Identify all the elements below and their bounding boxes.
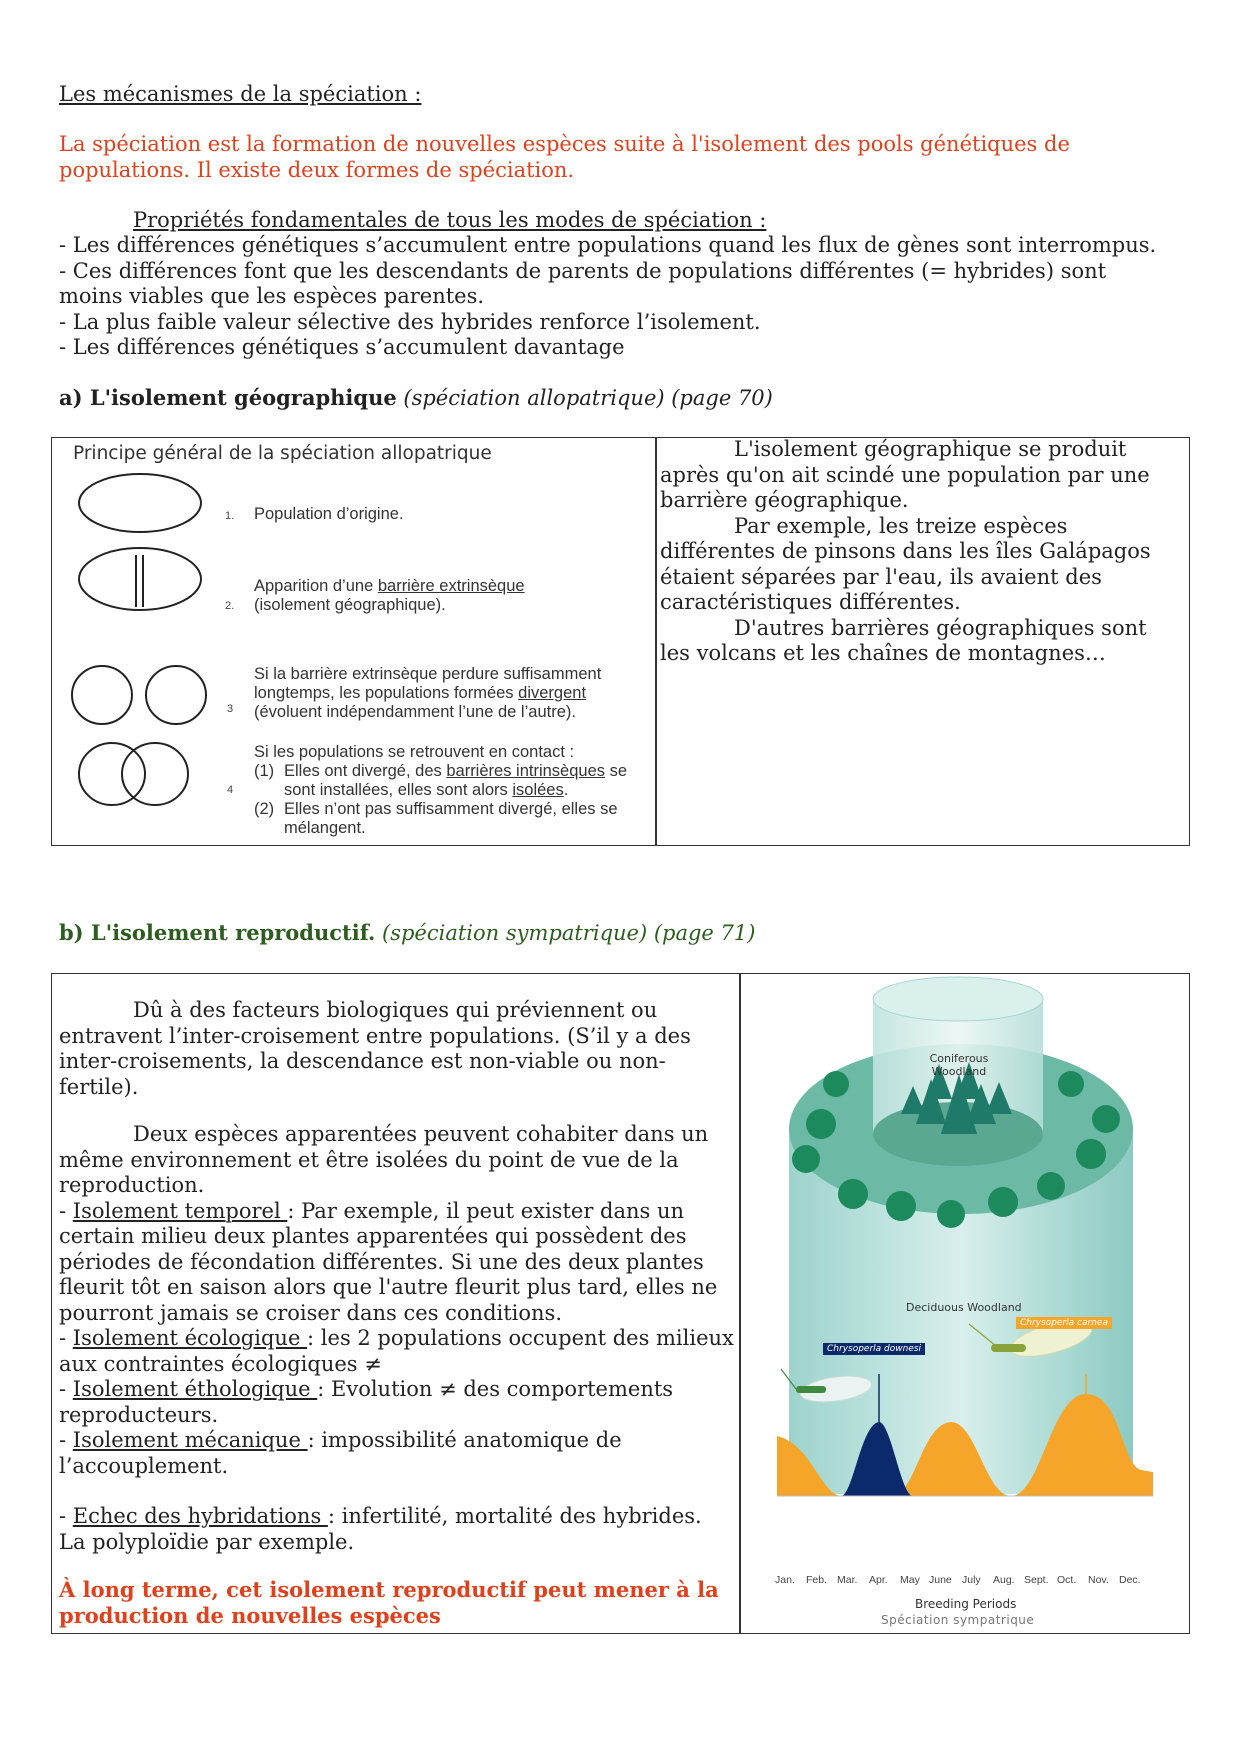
section-b-paragraph-2: Deux espèces apparentées peuvent cohabiter dans un même environnement et être isolées du point de vue de la reproduction. (59, 1122, 709, 1197)
isolation-item-label: Isolement éthologique (72, 1377, 318, 1401)
isolated-term: isolées (512, 781, 564, 799)
isolation-item: - Isolement temporel : Par exemple, il peut exister dans un certain milieu deux plantes apparentées qui possèdent des périodes de fécondation différentes. Si une des deux plantes fleurit tôt en saison alors que l'autre fleurit plus tard, elles ne pourront jamais se croiser dans ces conditions. (59, 1198, 718, 1325)
step-4-option-2-text: Elles n’ont pas suffisamment divergé, elles se (284, 800, 618, 818)
property-item: - Ces différences font que les descendants de parents de populations différentes (= hybrides) sont moins viables que les espèces parentes. (59, 258, 1107, 308)
conclusion: À long terme, cet isolement reproductif peut mener à la production de nouvelles espèces (59, 1577, 719, 1628)
step-4-option-2-num: (2) (254, 800, 275, 818)
coniferous-top (873, 977, 1043, 1021)
deciduous-label: Deciduous Woodland (906, 1301, 1022, 1314)
month-label: May (900, 1574, 920, 1586)
property-item: - La plus faible valeur sélective des hybrides renforce l’isolement. (59, 309, 761, 334)
section-b-subtitle: (spéciation sympatrique) (page 71) (382, 921, 756, 945)
property-item: - Les différences génétiques s’accumulent davantage (59, 335, 625, 359)
step-2-text: Apparition d’une (254, 577, 378, 595)
isolation-item: - Isolement éthologique : Evolution ≠ des comportements reproducteurs. (59, 1377, 674, 1427)
month-label: Aug. (993, 1574, 1015, 1586)
hybrid-failure-text: : infertilité, mortalité des hybrides. La polyploïdie par exemple. (59, 1504, 702, 1554)
diverged-population-left (72, 666, 132, 724)
section-a-paragraph: L'isolement géographique se produit après qu'on ait scindé une population par une barrière géographique. (660, 437, 1150, 512)
section-a-title: a) L'isolement géographique (59, 385, 397, 410)
isolation-item: - Isolement écologique : les 2 populations occupent des milieux aux contraintes écologiques ≠ (59, 1326, 734, 1376)
month-label: Nov. (1088, 1574, 1109, 1586)
month-label: Apr. (869, 1574, 888, 1586)
properties-heading: Propriétés fondamentales de tous les modes de spéciation : (133, 208, 767, 232)
coniferous-label: Coniferous Woodland (929, 1052, 989, 1078)
section-a-divider (655, 437, 657, 846)
split-population-ellipse (79, 548, 201, 610)
step-4-option-1-end: se (605, 762, 628, 780)
section-b-text (59, 998, 734, 1628)
section-b-title: b) L'isolement reproductif. (59, 920, 376, 945)
carnea-label: Chrysoperla carnea (1016, 1317, 1112, 1329)
allopatric-diagram (52, 438, 654, 845)
section-a-heading (59, 385, 773, 412)
step-3-text-3: (évoluent indépendamment l’une de l’autre). (254, 703, 576, 721)
step-4-label (254, 743, 627, 838)
step-1-number: 1. (225, 510, 235, 522)
step-1-label: Population d’origine. (254, 505, 404, 523)
diagram-title: Principe général de la spéciation allopatrique (73, 443, 492, 464)
step-2-label (254, 577, 525, 615)
property-item: - Les différences génétiques s’accumulent entre populations quand les flux de gènes sont interrompus. (59, 233, 1157, 257)
section-a-subtitle: (spéciation allopatrique) (page 70) (403, 386, 773, 410)
isolation-item-label: Isolement mécanique (72, 1428, 308, 1452)
diverge-term: divergent (518, 684, 587, 702)
step-3-label (254, 665, 601, 722)
section-a-paragraph: Par exemple, les treize espèces différentes de pinsons dans les îles Galápagos étaient séparées par l'eau, ils avaient des caractéristiques différentes. (660, 513, 1151, 614)
extrinsic-barrier-term: barrière extrinsèque (377, 577, 525, 595)
month-label: Sept. (1024, 1574, 1049, 1586)
isolation-item-text: : les 2 populations occupent des milieux aux contraintes écologiques ≠ (59, 1326, 734, 1376)
sympatric-figure (741, 974, 1189, 1633)
contact-population-right (122, 743, 188, 805)
month-label: July (962, 1574, 981, 1586)
downesi-label: Chrysoperla downesi (823, 1343, 925, 1355)
step-4-option-1-end-2: . (563, 781, 569, 799)
step-4-number: 4 (227, 784, 234, 796)
section-b-paragraph-1: Dû à des facteurs biologiques qui préviennent ou entravent l’inter-croisement entre populations. (S’il y a des inter-croisements, la descendance est non-viable ou non-fertile). (59, 998, 691, 1099)
month-label: Mar. (837, 1574, 858, 1586)
step-4-text: Si les populations se retrouvent en contact : (254, 743, 575, 761)
isolation-item-label: Isolement temporel (72, 1198, 288, 1223)
breeding-periods-label: Breeding Periods (915, 1597, 1017, 1611)
isolation-item: - Isolement mécanique : impossibilité anatomique de l’accouplement. (59, 1428, 622, 1478)
intro-paragraph: La spéciation est la formation de nouvelles espèces suite à l'isolement des pools génétiques de populations. Il existe deux formes de spéciation. (59, 132, 1070, 182)
isolation-item-label: Isolement écologique (72, 1326, 308, 1350)
properties-list (59, 233, 1169, 361)
step-2-text-2: (isolement géographique). (254, 596, 446, 614)
isolation-item-text: : Par exemple, il peut exister dans un certain milieu deux plantes apparentées qui possèdent des périodes de fécondation différentes. Si une des deux plantes fleurit tôt en saison alors que l'autre fleurit plus tard, elles ne pourront jamais se croiser dans ces conditions. (59, 1198, 718, 1325)
month-label: Oct. (1057, 1574, 1077, 1586)
section-a-paragraph: D'autres barrières géographiques sont les volcans et les chaînes de montagnes… (660, 615, 1147, 665)
intrinsic-barriers-term: barrières intrinsèques (446, 762, 606, 780)
figure-caption: Spéciation sympatrique (881, 1613, 1035, 1627)
hybrid-failure-item: - Echec des hybridations : infertilité, mortalité des hybrides. La polyploïdie par exemple. (59, 1504, 702, 1554)
step-4-option-1-num: (1) (254, 762, 275, 780)
month-label: Feb. (806, 1574, 828, 1586)
section-b-heading (59, 920, 755, 947)
contact-population-left (79, 743, 145, 805)
step-3-number: 3 (227, 703, 234, 715)
step-3-text-1: Si la barrière extrinsèque perdure suffisamment (254, 665, 602, 683)
isolation-item-text: : impossibilité anatomique de l’accouplement. (59, 1428, 622, 1478)
step-4-option-1-text-2: sont installées, elles sont alors (284, 781, 513, 799)
original-population-ellipse (79, 474, 201, 532)
section-a-text (660, 437, 1180, 667)
diverged-population-right (146, 666, 206, 724)
month-label: June (929, 1574, 952, 1586)
page-title: Les mécanismes de la spéciation : (59, 82, 422, 106)
month-label: Dec. (1119, 1574, 1141, 1586)
isolation-item-text: : Evolution ≠ des comportements reproducteurs. (59, 1377, 674, 1427)
step-2-number: 2. (225, 600, 235, 612)
hybrid-failure-label: Echec des hybridations (72, 1504, 328, 1528)
step-3-text-2: longtemps, les populations formées (254, 684, 519, 702)
month-label: Jan. (775, 1574, 795, 1586)
step-4-option-2-text-2: mélangent. (284, 819, 366, 837)
step-4-option-1-text: Elles ont divergé, des (284, 762, 447, 780)
